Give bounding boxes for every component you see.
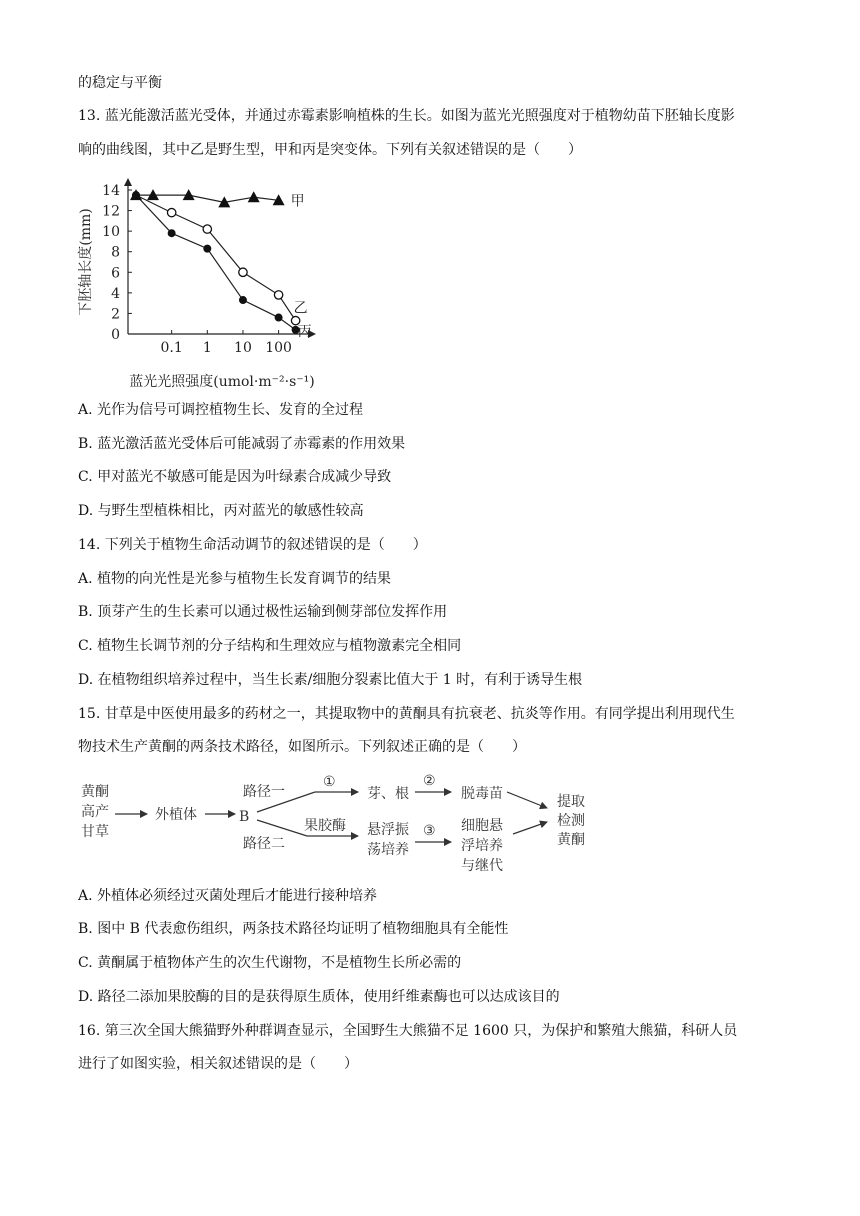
data-point (275, 314, 283, 322)
q14-option-c: C. 植物生长调节剂的分子结构和生理效应与植物激素完全相同 (78, 638, 462, 654)
series-label: 丙 (297, 323, 312, 340)
data-point (203, 245, 211, 253)
flow-path-one: 路径一 (243, 784, 285, 800)
x-tick-label: 10 (234, 340, 252, 356)
y-axis-label: 下胚轴长度(mm) (78, 208, 94, 316)
flow-extract-line: 提取 (557, 794, 585, 810)
q15-stem-1: 15. 甘草是中医使用最多的药材之一，其提取物中的黄酮具有抗衰老、抗炎等作用。有同学提出利用现代生 (78, 706, 735, 722)
q15-option-d: D. 路径二添加果胶酶的目的是获得原生质体，使用纤维素酶也可以达成该目的 (78, 989, 560, 1005)
flow-step-3: ③ (423, 823, 436, 839)
flow-bud-root: 芽、根 (367, 786, 409, 802)
q16-stem-1: 16. 第三次全国大熊猫野外种群调查显示，全国野生大熊猫不足 1600 只，为保护和繁殖大熊猫，科研人员 (78, 1023, 738, 1039)
flow-start-line: 高产 (81, 804, 109, 820)
flow-b: B (239, 809, 250, 825)
y-tick-label: 6 (111, 265, 120, 282)
y-tick-label: 0 (111, 327, 120, 343)
series-line (136, 195, 296, 320)
flow-suspension-line: 荡培养 (367, 842, 409, 858)
q14-option-b: B. 顶芽产生的生长素可以通过极性运输到侧芽部位发挥作用 (78, 604, 448, 620)
y-tick-label: 10 (102, 224, 120, 241)
data-point (167, 208, 175, 216)
flow-start-line: 黄酮 (81, 784, 109, 800)
series-label: 甲 (290, 193, 305, 210)
q14-stem: 14. 下列关于植物生命活动调节的叙述错误的是（ ） (78, 537, 427, 553)
x-tick-label: 0.1 (160, 340, 183, 356)
flow-extract-line: 检测 (557, 813, 585, 829)
flow-explant: 外植体 (155, 807, 197, 823)
series-label: 乙 (293, 300, 308, 317)
flow-cell-culture-line: 细胞悬 (461, 818, 503, 834)
y-tick-label: 4 (111, 285, 120, 302)
q14-option-a: A. 植物的向光性是光参与植物生长发育调节的结果 (78, 571, 392, 587)
data-point (248, 191, 260, 202)
q13-option-d: D. 与野生型植株相比，丙对蓝光的敏感性较高 (78, 503, 364, 519)
y-tick-label: 2 (111, 306, 120, 323)
flow-path-two: 路径二 (243, 836, 285, 852)
y-tick-label: 12 (102, 203, 120, 220)
q13-option-a: A. 光作为信号可调控植物生长、发育的全过程 (78, 402, 364, 418)
q15-stem-2: 物技术生产黄酮的两条技术路径，如图所示。下列叙述正确的是（ ） (78, 739, 526, 755)
data-point (274, 291, 282, 299)
x-tick-label: 1 (202, 340, 212, 356)
arrow (513, 822, 547, 834)
flow-pectinase: 果胶酶 (304, 818, 346, 834)
q13-option-b: B. 蓝光激活蓝光受体后可能减弱了赤霉素的作用效果 (78, 436, 406, 452)
hypocotyl-chart (70, 172, 340, 394)
q16-stem-2: 进行了如图实验，相关叙述错误的是（ ） (78, 1056, 358, 1072)
q14-option-d: D. 在植物组织培养过程中，当生长素/细胞分裂素比值大于 1 时，有利于诱导生根 (78, 672, 583, 688)
flow-diagram (75, 768, 595, 876)
y-tick-label: 14 (102, 183, 120, 199)
data-point (168, 229, 176, 237)
y-tick-label: 8 (111, 244, 120, 261)
flow-suspension-line: 悬浮振 (367, 822, 409, 838)
q15-option-b: B. 图中 B 代表愈伤组织，两条技术路径均证明了植物细胞具有全能性 (78, 921, 509, 937)
flow-step-2: ② (423, 773, 436, 789)
flow-step-1: ① (323, 774, 336, 790)
q13-option-c: C. 甲对蓝光不敏感可能是因为叶绿素合成减少导致 (78, 469, 392, 485)
data-point (239, 268, 247, 276)
arrow (507, 792, 547, 808)
q15-option-a: A. 外植体必须经过灭菌处理后才能进行接种培养 (78, 888, 378, 904)
q15-option-c: C. 黄酮属于植物体产生的次生代谢物，不是植物生长所必需的 (78, 955, 462, 971)
flow-detox: 脱毒苗 (461, 786, 503, 802)
x-tick-label: 100 (265, 340, 292, 356)
data-point (203, 225, 211, 233)
flow-cell-culture-line: 与继代 (461, 858, 503, 874)
text-line: 的稳定与平衡 (78, 75, 162, 91)
flow-start-line: 甘草 (81, 824, 109, 840)
q13-stem-2: 响的曲线图，其中乙是野生型，甲和丙是突变体。下列有关叙述错误的是（ ） (78, 142, 582, 158)
x-axis-label: 蓝光光照强度(umol·m⁻²·s⁻¹) (129, 374, 315, 390)
y-axis-arrow (124, 178, 132, 186)
series-line (136, 195, 296, 330)
flow-extract-line: 黄酮 (557, 832, 585, 848)
arrow (257, 820, 307, 836)
flow-cell-culture-line: 浮培养 (461, 838, 503, 854)
q13-stem-1: 13. 蓝光能激活蓝光受体，并通过赤霉素影响植株的生长。如图为蓝光光照强度对于植物幼苗下胚轴长度影 (78, 108, 735, 124)
data-point (239, 296, 247, 304)
